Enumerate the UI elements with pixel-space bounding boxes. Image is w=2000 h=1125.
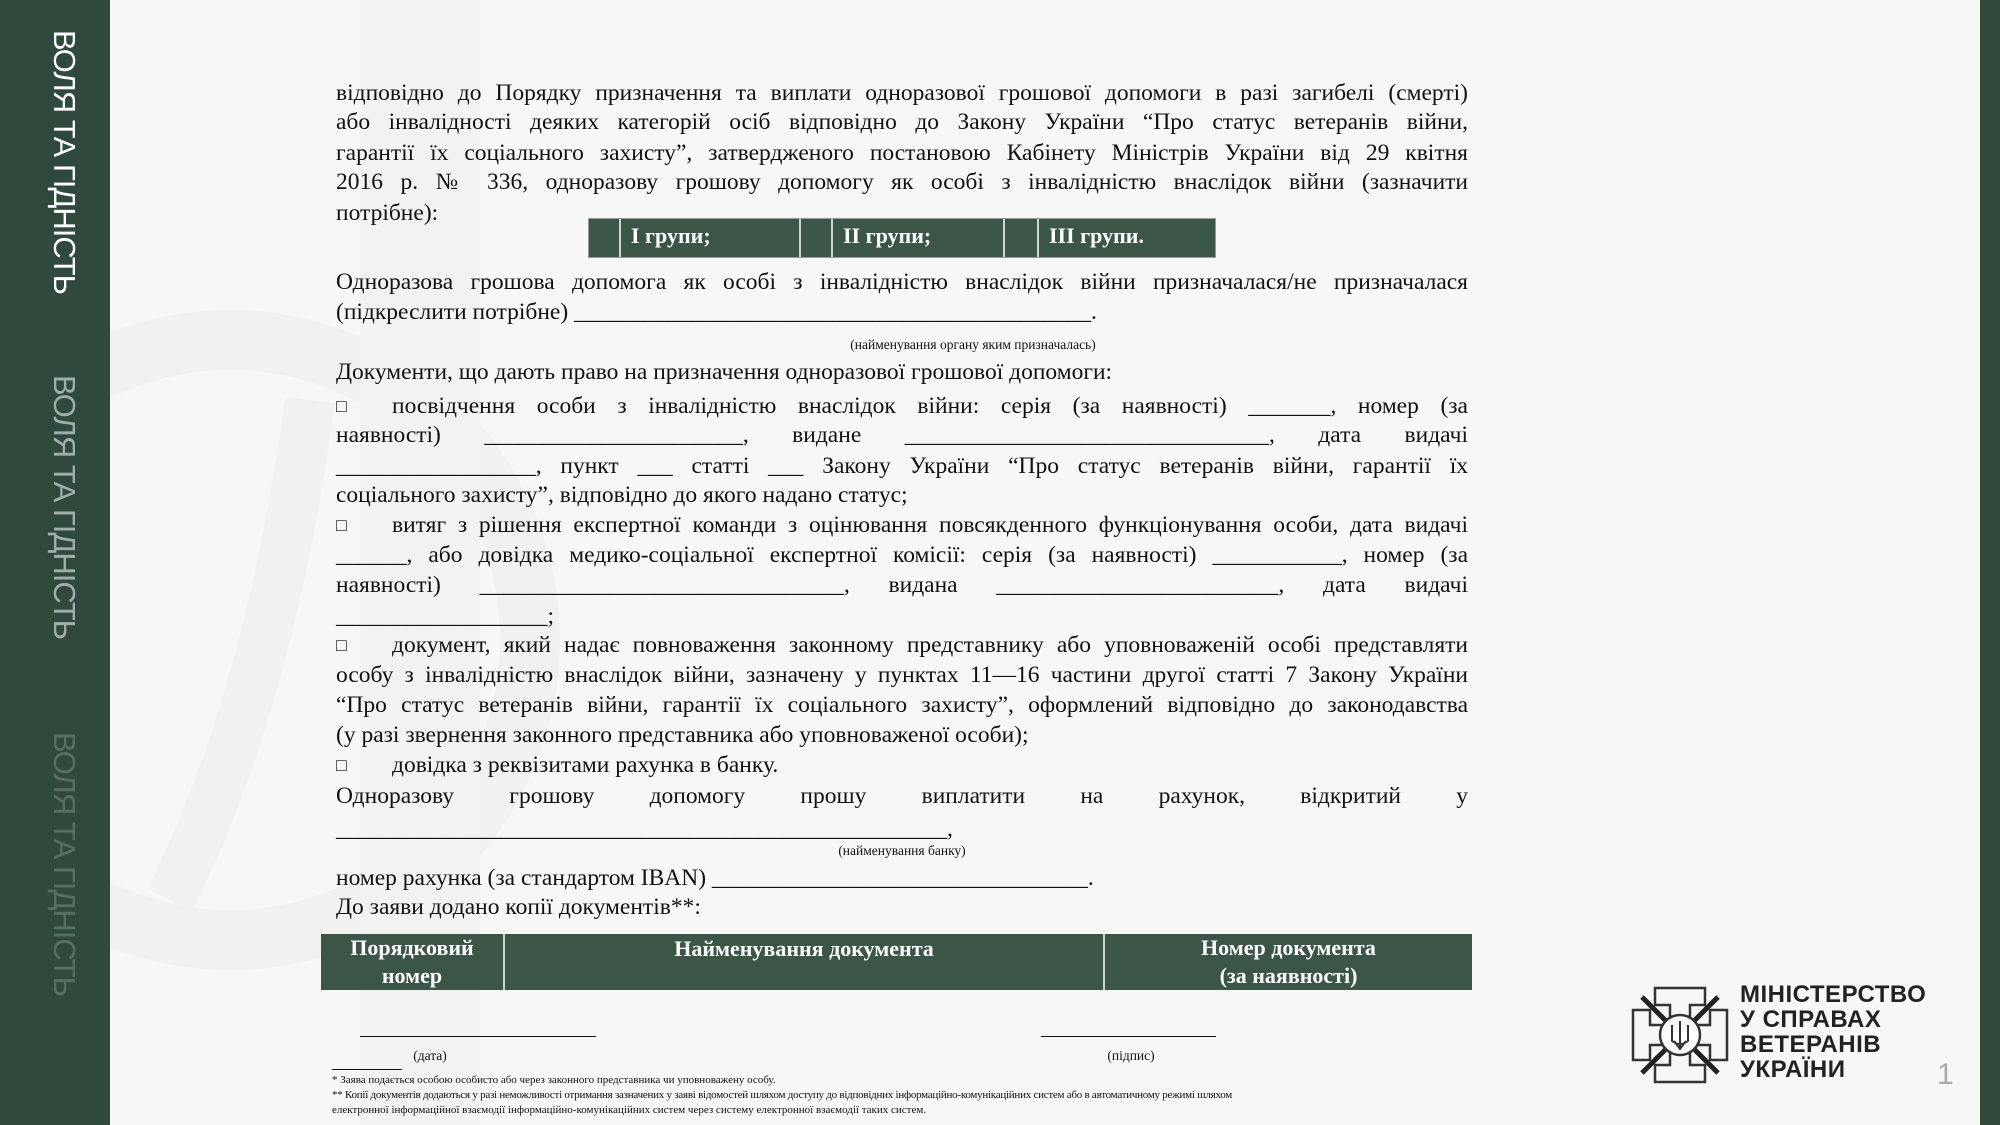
text-line: посвідчення особи з інвалідністю внаслідок війни: серія (за наявності) _______, номер (за: [392, 393, 1468, 419]
text-line: наявності) _______________________________, видана ________________________, дата видачі: [336, 572, 1468, 598]
caption-organ: (найменування органу яким призначалась): [850, 337, 1096, 352]
col-header-doc-number: Номер документа (за наявності): [1105, 934, 1472, 990]
text-line: _________________, пункт ___ статті ___ Закону України “Про статус ветеранів війни, гарантії їх: [336, 453, 1468, 479]
disability-group-options: [588, 218, 1216, 258]
date-label: (дата): [413, 1048, 447, 1063]
text-line: довідка з реквізитами рахунка в банку.: [392, 752, 779, 778]
caption-bank: (найменування банку): [838, 843, 966, 858]
checkbox-icon[interactable]: □: [336, 396, 347, 416]
ministry-logo-text: [1740, 982, 1926, 1082]
text-line: Документи, що дають право на призначення одноразової грошової допомоги:: [336, 359, 1113, 385]
checkbox-icon[interactable]: □: [336, 635, 347, 655]
text-line: До заяви додано копії документів**:: [336, 894, 701, 920]
ministry-emblem-icon: [1630, 985, 1730, 1085]
text-line: або інвалідності деяких категорій осіб відповідно до Закону України “Про статус ветеранів війни,: [336, 109, 1468, 135]
page-number: 1: [1937, 1058, 1954, 1091]
text-line: відповідно до Порядку призначення та виплати одноразової грошової допомоги в разі загибелі (смерті): [336, 80, 1468, 106]
text-line: соціального захисту”, відповідно до якого надано статус;: [336, 482, 908, 508]
col-header-doc-name: Найменування документа: [505, 934, 1105, 990]
text-line: 2016 р. № 336, одноразову грошову допомогу як особі з інвалідністю внаслідок війни (зазначити: [336, 169, 1468, 195]
text-line: Одноразову грошову допомогу прошу виплатити на рахунок, відкритий у: [336, 783, 1468, 809]
footnote-1: * Заява подається особою особисто або через законного представника чи уповноважену особу.: [332, 1074, 776, 1086]
text-line: ____________________________________________________,: [336, 816, 953, 842]
checkbox-icon[interactable]: □: [336, 515, 347, 535]
slogan-3: ВОЛЯ ТА ГІДНІСТЬ: [47, 732, 82, 996]
text-line: документ, який надає повноваження законному представнику або уповноваженій особі представляти: [392, 632, 1468, 658]
text-line: гарантії їх соціального захисту”, затвердженого постановою Кабінету Міністрів України від 29 квітня: [336, 140, 1468, 166]
group-1-checkbox[interactable]: [589, 219, 621, 257]
logo-line: ВЕТЕРАНІВ: [1740, 1031, 1882, 1058]
footnote-3: електронної інформаційної взаємодії інформаційно-комунікаційних систем через систему електронної взаємодії таких систем.: [332, 1104, 927, 1116]
date-field-line[interactable]: [360, 1036, 596, 1037]
col-header-number: Порядковий номер: [321, 934, 505, 990]
text-line: номер рахунка (за стандартом IBAN) ________________________________.: [336, 865, 1094, 891]
logo-line: УКРАЇНИ: [1740, 1056, 1846, 1083]
text-line: Одноразова грошова допомога як особі з інвалідністю внаслідок війни призначалася/не призначалася: [336, 269, 1468, 295]
text-line: витяг з рішення експертної команди з оцінювання повсякденного функціонування особи, дата видачі: [392, 512, 1468, 538]
checkbox-icon[interactable]: □: [336, 755, 347, 775]
text-line: “Про статус ветеранів війни, гарантії їх соціального захисту”, оформлений відповідно до законодавства: [336, 692, 1468, 718]
group-2-label: II групи;: [833, 219, 1005, 257]
group-3-checkbox[interactable]: [1005, 219, 1039, 257]
footnote-separator: [332, 1069, 402, 1070]
text-line: особу з інвалідністю внаслідок війни, зазначену у пунктах 11—16 частини другої статті 7 Закону України: [336, 662, 1468, 688]
right-edge-bar: [1980, 0, 2000, 1125]
signature-label: (підпис): [1107, 1048, 1155, 1063]
footnote-2: ** Копії документів додаються у разі неможливості отримання зазначених у заяві відомостей шляхом доступу до відповідних інформаційно-комунікаційних систем або в автоматичному режимі шляхом: [332, 1089, 1233, 1101]
slogan-2: ВОЛЯ ТА ГІДНІСТЬ: [47, 375, 82, 639]
text-line: (підкреслити потрібне) ____________________________________________.: [336, 299, 1097, 325]
text-line: (у разі звернення законного представника або уповноваженої особи);: [336, 722, 1029, 748]
text-line: __________________;: [336, 603, 555, 629]
group-1-label: I групи;: [621, 219, 801, 257]
logo-line: МІНІСТЕРСТВО: [1740, 981, 1927, 1008]
group-3-label: III групи.: [1039, 219, 1215, 257]
logo-line: У СПРАВАХ: [1740, 1006, 1882, 1033]
documents-table-header: [321, 934, 1472, 990]
text-line: наявності) ______________________, видане _______________________________, дата видачі: [336, 422, 1468, 448]
slogan-1: ВОЛЯ ТА ГІДНІСТЬ: [47, 30, 82, 294]
text-line: ______, або довідка медико-соціальної експертної комісії: серія (за наявності) ___________, номер (за: [336, 542, 1468, 568]
signature-field-line[interactable]: [1041, 1036, 1216, 1037]
group-2-checkbox[interactable]: [801, 219, 833, 257]
sidebar: [0, 0, 110, 1125]
text-line: потрібне):: [336, 200, 439, 226]
